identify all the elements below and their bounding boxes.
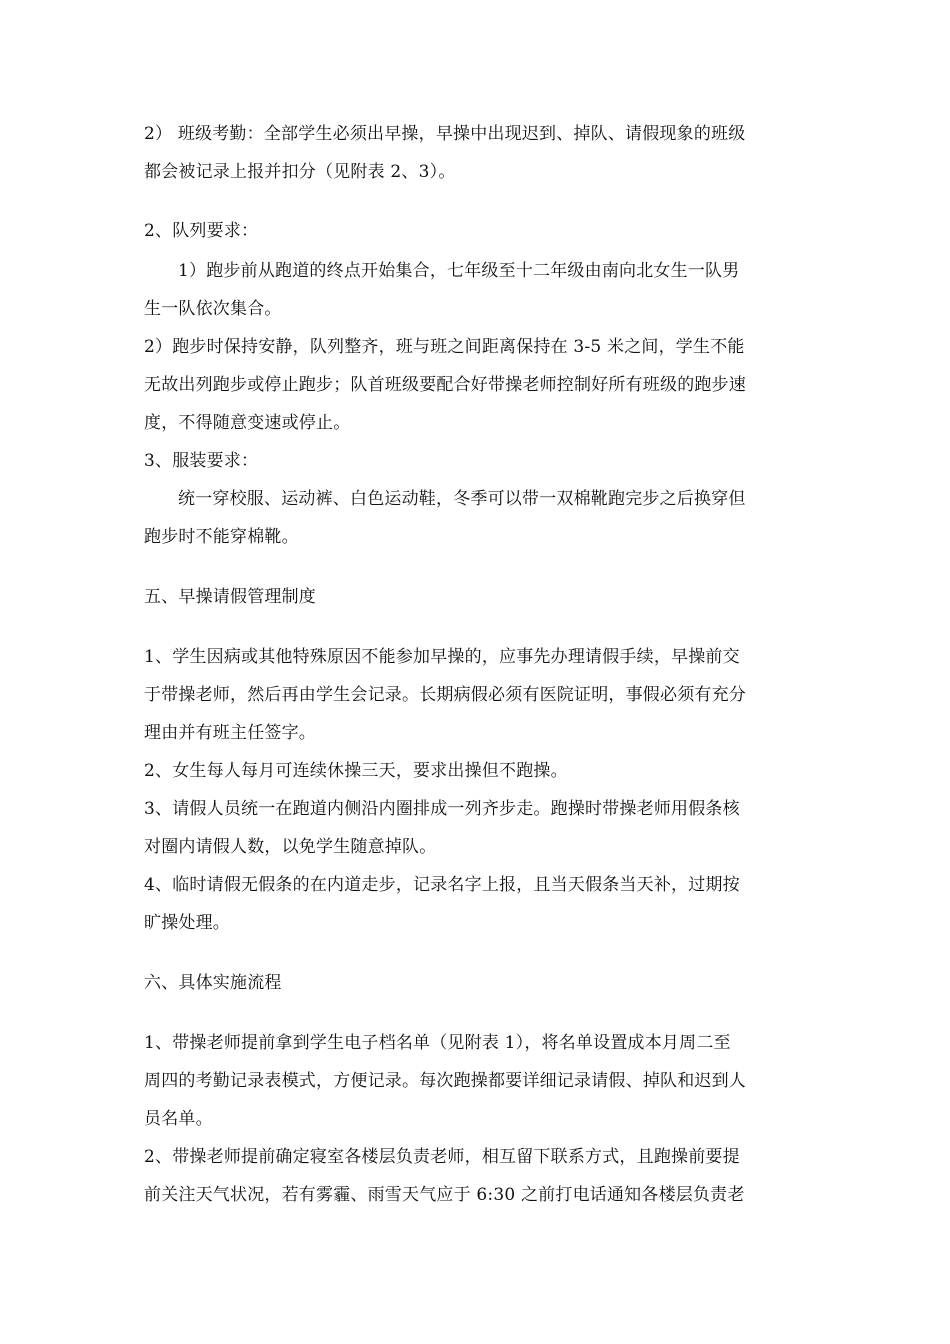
text-line: 旷操处理。 [144, 913, 230, 933]
text-line: 统一穿校服、运动裤、白色运动鞋，冬季可以带一双棉靴跑完步之后换穿但 [178, 489, 746, 509]
text-line: 1）跑步前从跑道的终点开始集合，七年级至十二年级由南向北女生一队男 [178, 261, 740, 281]
section-heading: 3、服装要求： [144, 451, 259, 471]
section-heading: 2、队列要求： [144, 221, 259, 241]
text-line: 理由并有班主任签字。 [144, 723, 316, 743]
text-line: 对圈内请假人数，以免学生随意掉队。 [144, 837, 437, 857]
text-line: 员名单。 [144, 1109, 213, 1129]
text-line: 2、女生每人每月可连续休操三天，要求出操但不跑操。 [144, 761, 568, 781]
text-line: 3、请假人员统一在跑道内侧沿内圈排成一列齐步走。跑操时带操老师用假条核 [144, 799, 740, 819]
text-line: 都会被记录上报并扣分（见附表 2、3）。 [144, 162, 456, 182]
text-line: 2）跑步时保持安静，队列整齐，班与班之间距离保持在 3-5 米之间，学生不能 [144, 337, 745, 357]
text-line: 度，不得随意变速或停止。 [144, 413, 351, 433]
chapter-heading: 六、具体实施流程 [144, 973, 282, 993]
text-line: 前关注天气状况，若有雾霾、雨雪天气应于 6:30 之前打电话通知各楼层负责老 [144, 1185, 745, 1205]
text-line: 4、临时请假无假条的在内道走步，记录名字上报，且当天假条当天补，过期按 [144, 875, 740, 895]
text-line: 2、带操老师提前确定寝室各楼层负责老师，相互留下联系方式，且跑操前要提 [144, 1147, 740, 1167]
text-line: 于带操老师，然后再由学生会记录。长期病假必须有医院证明，事假必须有充分 [144, 685, 746, 705]
text-line: 1、带操老师提前拿到学生电子档名单（见附表 1），将名单设置成本月周二至 [144, 1033, 731, 1053]
text-line: 生一队依次集合。 [144, 299, 282, 319]
chapter-heading: 五、早操请假管理制度 [144, 587, 316, 607]
text-line: 无故出列跑步或停止跑步；队首班级要配合好带操老师控制好所有班级的跑步速 [144, 375, 746, 395]
text-line: 跑步时不能穿棉靴。 [144, 527, 299, 547]
text-line: 2） 班级考勤：全部学生必须出早操，早操中出现迟到、掉队、请假现象的班级 [144, 124, 746, 144]
text-line: 1、学生因病或其他特殊原因不能参加早操的，应事先办理请假手续，早操前交 [144, 647, 740, 667]
text-line: 周四的考勤记录表模式，方便记录。每次跑操都要详细记录请假、掉队和迟到人 [144, 1071, 746, 1091]
